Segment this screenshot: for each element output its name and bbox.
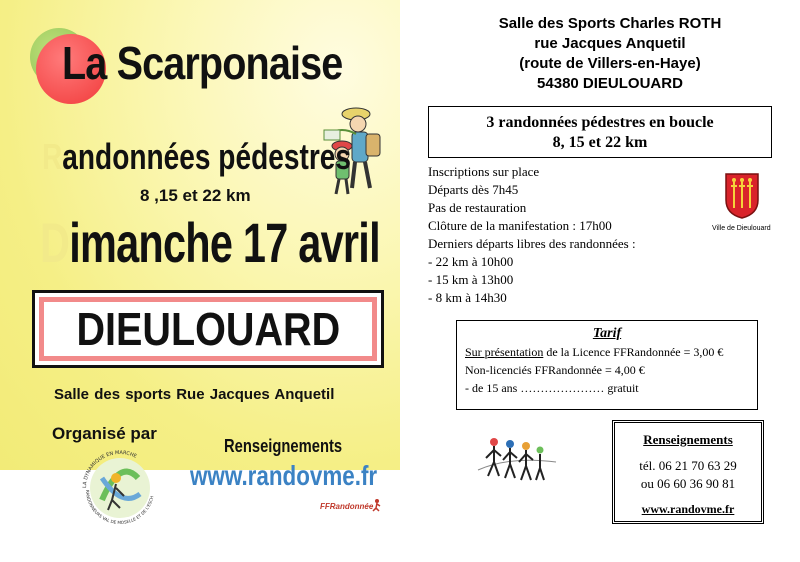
pricing-row: - de 15 ans ………………… gratuit	[465, 381, 639, 395]
town-sign-text: DIEULOUARD	[76, 303, 340, 355]
coat-of-arms-icon	[724, 172, 760, 220]
town-sign-border	[39, 297, 377, 361]
date-initial: D	[40, 211, 70, 274]
svg-text:LA DYNAMIQUE EN MARCHE: LA DYNAMIQUE EN MARCHE	[81, 449, 138, 489]
detail-line: Pas de restauration	[428, 200, 527, 215]
town-sign	[32, 290, 384, 368]
poster-distances: 8 ,15 et 22 km	[140, 186, 251, 205]
pricing-row: Non-licenciés FFRandonnée = 4,00 €	[465, 363, 645, 377]
poster-title: La Scarponaise	[62, 37, 343, 89]
website-link[interactable]: www.randovme.fr	[190, 460, 378, 491]
detail-line: - 22 km à 10h00	[428, 254, 514, 269]
coat-of-arms-label: Ville de Dieulouard	[712, 225, 771, 232]
routes-box	[428, 106, 772, 158]
poster-date	[40, 210, 380, 275]
detail-line: - 15 km à 13h00	[428, 272, 514, 287]
contact-website-link[interactable]: www.randovme.fr	[641, 502, 735, 516]
subtitle-initial: R	[42, 136, 63, 177]
contact-box	[612, 420, 764, 524]
routes-line-2: 8, 15 et 22 km	[552, 134, 648, 151]
hikers-silhouette-icon	[470, 432, 560, 492]
detail-line: Départs dès 7h45	[428, 182, 519, 197]
pricing-box	[456, 320, 758, 410]
contact-phone-2: ou 06 60 36 90 81	[640, 476, 736, 491]
routes-line-1: 3 randonnées pédestres en boucle	[486, 114, 714, 131]
contact-title: Renseignements	[643, 432, 733, 447]
pricing-row-underlined: Sur présentation	[465, 345, 544, 359]
contact-phone-1: tél. 06 21 70 63 29	[639, 458, 737, 473]
poster-subtitle	[42, 136, 351, 178]
pricing-row	[465, 343, 749, 361]
event-details	[428, 163, 636, 307]
ffrandonnee-logo: FFRandonnée	[320, 502, 374, 511]
poster-venue: Salle des sports Rue Jacques Anquetil	[54, 386, 335, 403]
subtitle-text: andonnées pédestres	[62, 136, 351, 177]
svg-text:RANDONNEURS VAL DE MOSELLE ET: RANDONNEURS VAL DE MOSELLE ET DE L'ESCH	[84, 489, 155, 526]
address-line-4: 54380 DIEULOUARD	[537, 75, 683, 92]
pricing-row-text: de la Licence FFRandonnée = 3,00 €	[543, 345, 724, 359]
detail-line: Inscriptions sur place	[428, 164, 540, 179]
address-line-2: rue Jacques Anquetil	[534, 35, 686, 52]
address-line-3: (route de Villers-en-Haye)	[519, 55, 701, 72]
venue-address	[440, 14, 780, 94]
date-text: imanche 17 avril	[69, 211, 380, 274]
detail-line: Clôture de la manifestation : 17h00	[428, 218, 612, 233]
detail-line: Derniers départs libres des randonnées :	[428, 236, 636, 251]
address-line-1: Salle des Sports Charles ROTH	[498, 15, 722, 32]
detail-line: - 8 km à 14h30	[428, 290, 507, 305]
info-heading: Renseignements	[224, 436, 343, 456]
organised-by-label: Organisé par	[52, 424, 157, 443]
pricing-title: Tarif	[592, 326, 622, 341]
ffr-walker-icon	[370, 498, 384, 512]
club-logo	[72, 438, 168, 534]
